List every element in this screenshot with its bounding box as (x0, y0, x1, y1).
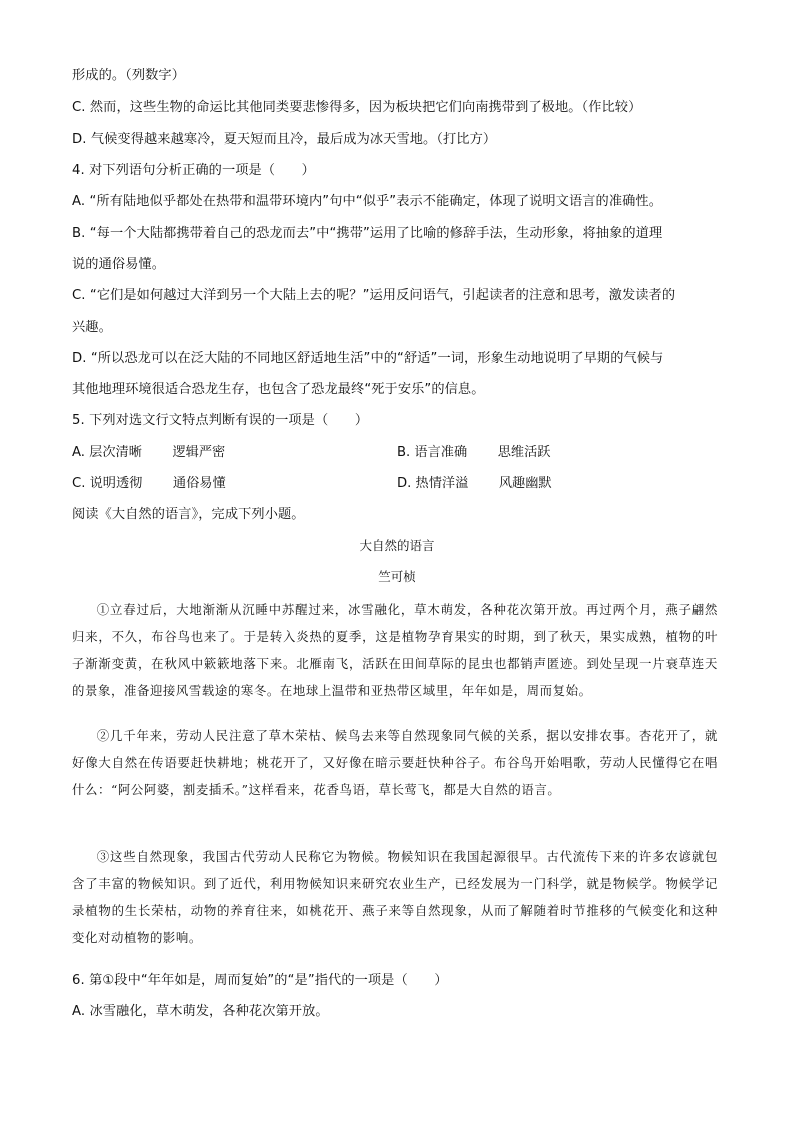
option-d-text: D. 气候变得越来越寒冷，夏天短而且冷，最后成为冰天雪地。（打比方） (72, 132, 497, 147)
question-4-option-b: B. “每一个大陆都携带着自己的恐龙而去”中“携带”运用了比喻的修辞手法，生动形象，将抽象的道理 (72, 226, 663, 241)
option-c-text: C. 然而，这些生物的命运比其他同类要悲惨得多，因为板块把它们向南携带到了极地。（作比较） (72, 100, 642, 115)
question-4-option-c: C. “它们是如何越过大洋到另一个大陆上去的呢？”运用反问语气，引起读者的注意和思考，激发读者的 (72, 288, 676, 303)
paragraph-3: ③这些自然现象，我国古代劳动人民称它为物候。物候知识在我国起源很早。古代流传下来的许多农谚就包含了丰富的物候知识。到了近代，利用物候知识来研究农业生产，已经发展为一门科学，就是物候学。物候学记录植物的生长荣枯，动物的养育往来，如桃花开、燕子来等自然现象，从而了解随着时节推移的气候变化和这种变化对动植物的影响。 (72, 849, 718, 945)
question-4: 4. 对下列语句分析正确的一项是（ ） (72, 163, 315, 178)
paragraph-1: ①立春过后，大地渐渐从沉睡中苏醒过来，冰雪融化，草木萌发，各种花次第开放。再过两个月，燕子翩然归来，不久，布谷鸟也来了。于是转入炎热的夏季，这是植物孕育果实的时期，到了秋天，果实成熟，植物的叶子渐渐变黄，在秋风中簌簌地落下来。北雁南飞，活跃在田间草际的昆虫也都销声匿迹。到处呈现一片衰草连天的景象，准备迎接风雪载途的寒冬。在地球上温带和亚热带区域里，年年如是，周而复始。 (72, 602, 718, 698)
question-6: 6. 第①段中“年年如是，周而复始”的“是”指代的一项是（ ） (72, 973, 448, 988)
question-4-option-d: D. “所以恐龙可以在泛大陆的不同地区舒适地生活”中的“舒适”一词，形象生动地说明了早期的气候与 (72, 351, 664, 366)
paragraph-2: ②几千年来，劳动人民注意了草木荣枯、候鸟去来等自然现象同气候的关系，据以安排农事。杏花开了，就好像大自然在传语要赶快耕地；桃花开了，又好像在暗示要赶快种谷子。布谷鸟开始唱歌，劳动人民懂得它在唱什么：“阿公阿婆，割麦插禾。”这样看来，花香鸟语，草长莺飞，都是大自然的语言。 (72, 728, 718, 797)
question-5-option-a: A. 层次清晰 逻辑严密 (72, 445, 226, 460)
reading-intro: 阅读《大自然的语言》，完成下列小题。 (72, 507, 305, 522)
question-4-option-d-cont: 其他地理环境很适合恐龙生存，也包含了恐龙最终“死于安乐”的信息。 (72, 382, 485, 397)
question-4-option-b-cont: 说的通俗易懂。 (72, 257, 166, 272)
question-5: 5. 下列对选文行文特点判断有误的一项是（ ） (72, 413, 369, 428)
question-4-option-a: A. “所有陆地似乎都处在热带和温带环境内”句中“似乎”表示不能确定，体现了说明文语言的准确性。 (72, 194, 662, 209)
question-6-option-a: A. 冰雪融化，草木萌发，各种花次第开放。 (72, 1004, 329, 1019)
question-4-option-c-cont: 兴趣。 (72, 320, 112, 335)
question-5-option-c: C. 说明透彻 通俗易懂 (72, 476, 226, 491)
question-5-option-b: B. 语言准确 思维活跃 (397, 445, 551, 460)
text-line: 形成的。（列数字） (72, 68, 185, 83)
question-5-option-d: D. 热情洋溢 风趣幽默 (397, 476, 552, 491)
article-title: 大自然的语言 (359, 538, 435, 553)
article-author: 竺可桢 (378, 569, 416, 584)
